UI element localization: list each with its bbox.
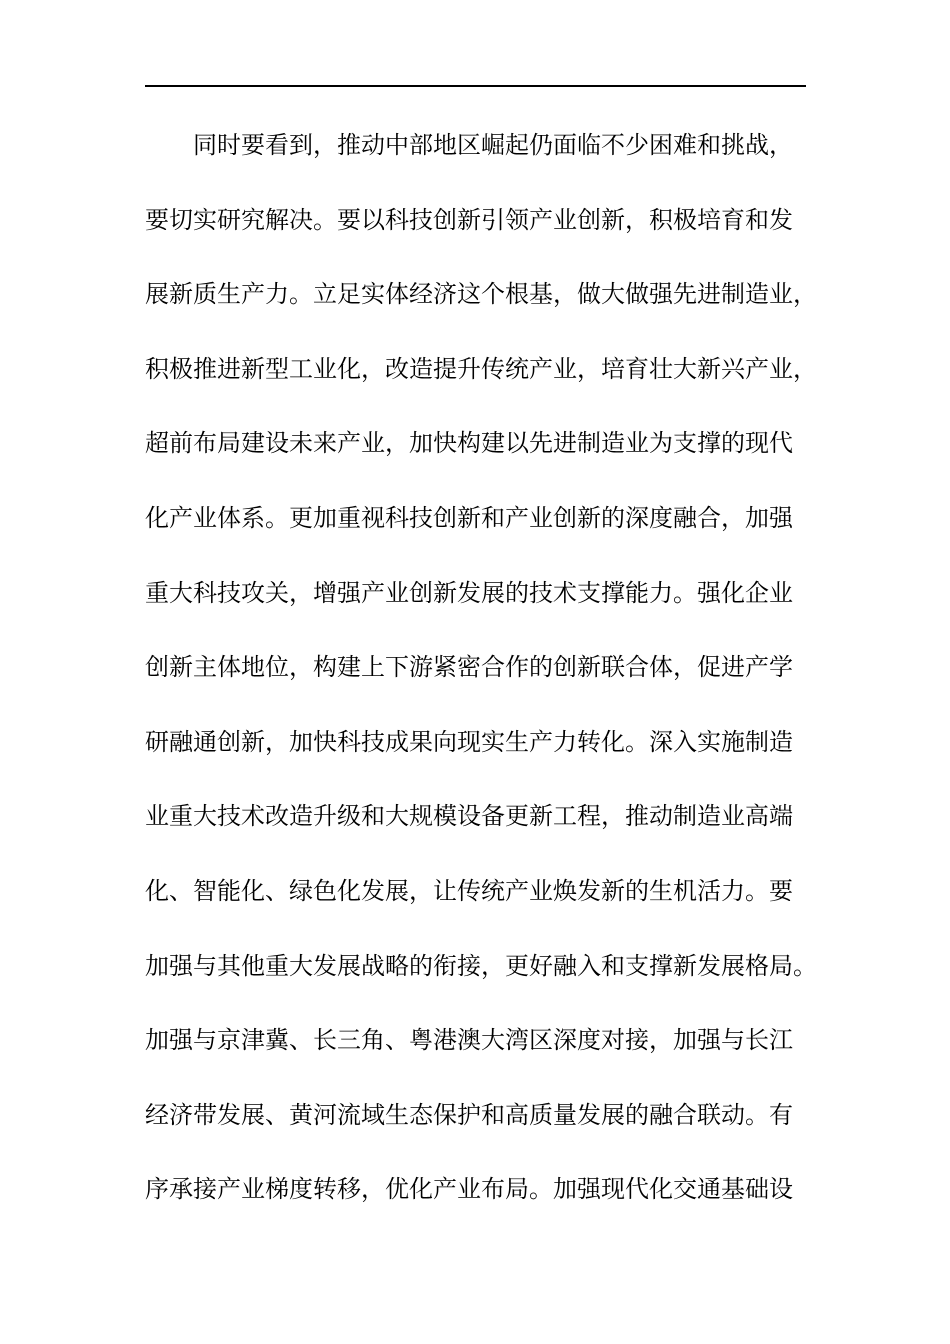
paragraph-line: 业重大技术改造升级和大规模设备更新工程，推动制造业高端 <box>145 802 793 831</box>
paragraph-line: 重大科技攻关，增强产业创新发展的技术支撑能力。强化企业 <box>145 578 793 607</box>
paragraph-line: 化、智能化、绿色化发展，让传统产业焕发新的生机活力。要 <box>145 876 793 905</box>
paragraph-line: 要切实研究解决。要以科技创新引领产业创新，积极培育和发 <box>145 205 793 234</box>
paragraph-line: 化产业体系。更加重视科技创新和产业创新的深度融合，加强 <box>145 503 793 532</box>
paragraph-line: 加强与京津冀、长三角、粤港澳大湾区深度对接，加强与长江 <box>145 1026 793 1055</box>
paragraph-line: 创新主体地位，构建上下游紧密合作的创新联合体，促进产学 <box>145 653 793 682</box>
paragraph-line: 加强与其他重大发展战略的衔接，更好融入和支撑新发展格局。 <box>145 951 817 980</box>
paragraph-line: 展新质生产力。立足实体经济这个根基，做大做强先进制造业， <box>145 280 817 309</box>
paragraph-line: 研融通创新，加快科技成果向现实生产力转化。深入实施制造 <box>145 727 793 756</box>
paragraph-line: 同时要看到，推动中部地区崛起仍面临不少困难和挑战， <box>193 131 793 159</box>
body-paragraph <box>145 128 845 1247</box>
paragraph-line: 序承接产业梯度转移，优化产业布局。加强现代化交通基础设 <box>145 1175 793 1204</box>
paragraph-line: 积极推进新型工业化，改造提升传统产业，培育壮大新兴产业， <box>145 354 817 383</box>
paragraph-line: 经济带发展、黄河流域生态保护和高质量发展的融合联动。有 <box>145 1100 793 1129</box>
paragraph-line: 超前布局建设未来产业，加快构建以先进制造业为支撑的现代 <box>145 429 793 458</box>
header-rule <box>145 85 806 87</box>
